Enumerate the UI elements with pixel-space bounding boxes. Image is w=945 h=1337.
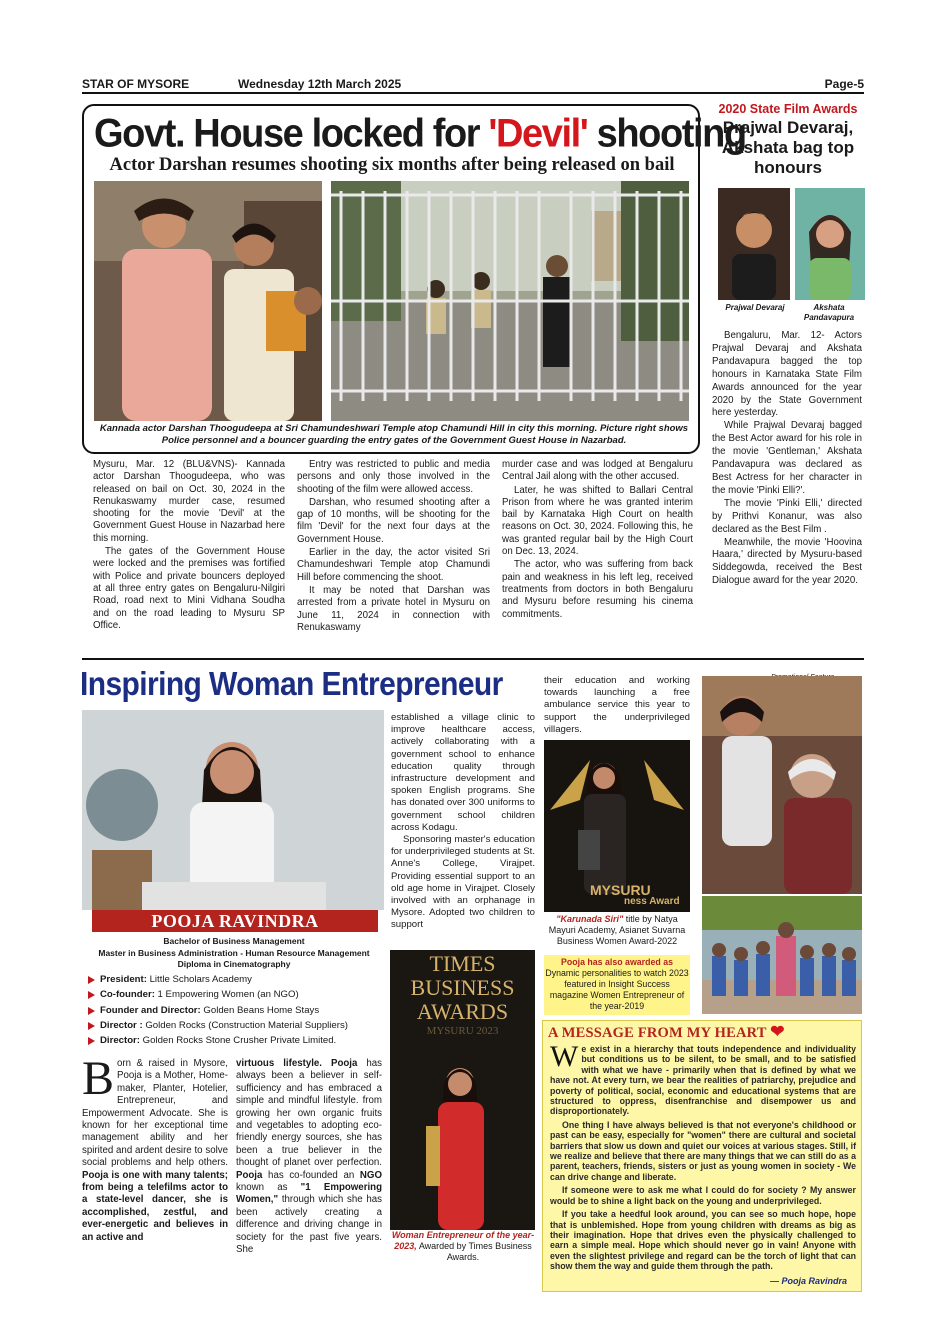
lead-col1-para: Mysuru, Mar. 12 (BLU&VNS)- Kannada actor Darshan Thoogudeepa, who was released on bail on Oct. 30, 2024 in the Renukaswamy murder case, resumed shooting for the movie 'Devil' at the Government Guest House in Nazarbad here this morning. — [93, 459, 285, 544]
lead-column-2 — [297, 459, 490, 635]
bio-column-1: Born & raised in Mysore, Pooja is a Mother, Home-maker, Planter, Hotelier, Entrepreneur, and Empowerment Advocate. She is known for her exceptional time management ability and her spirited and ardent desire to solve social problems and help others. Pooja is one with many talents; from being a telefilms actor to a state-level dancer, she is accomplished, zestful, and ever-energetic and believes in an active and — [82, 1052, 228, 1243]
sidebar-headline: Prajwal Devaraj, Akshata bag top honours — [721, 118, 855, 177]
lead-col2-para: It may be noted that Darshan was arrested from a private hotel in Mysuru on June 11, 2024 in connection with Renukaswamy — [297, 584, 490, 633]
lead-col3-para: The actor, who was suffering from back pain and weakness in his left leg, received treatments from doctors in both Bengaluru and Mysuru before resuming his cinema commitments. — [502, 559, 693, 620]
sidebar-para: The movie 'Pinki Elli,' directed by Prithvi Konanur, was also declared as the Best Film . — [712, 497, 862, 535]
lead-col3-para: murder case and was lodged at Bengaluru Central Jail along with the other accused. — [502, 459, 693, 483]
entrepreneur-name-banner: POOJA RAVINDRA — [92, 910, 378, 932]
akshata-pandavapura-photo — [795, 188, 865, 300]
school-children-photo — [702, 896, 862, 1014]
lead-column-1 — [93, 459, 285, 633]
role-item: President: Little Scholars Academy — [86, 972, 386, 987]
lead-col1-para: The gates of the Government House were locked and the premises was fortified with Police and private bouncers deployed at all three entry gates on Bengaluru-Nilgiri Road, road next to Mini Vidhana Soudha and on the road leading to Mysuru SP Office. — [93, 546, 285, 631]
sidebar-para: While Prajwal Devaraj bagged the Best Actor award for his role in the movie 'Gentleman,' Akshata Pandavapura was declared as Best Actress for her character in the movie 'Pinki Elli?'. — [712, 420, 862, 496]
message-para: e exist in a hierarchy that touts independence and individuality but conditions us to be silent, to be small, and to be satisfied with what we have - primarily when that is defined by what we have not. At every turn, we bear the realities of patriarchy, prejudice and poverty of political, social, economic and educational systems that are structured to oppress, disenfranchise and disempower us and disproportionately. — [550, 1044, 856, 1117]
akshata-caption: Akshata Pandavapura — [803, 303, 855, 322]
guest-house-gate-photo — [331, 181, 689, 421]
prajwal-devaraj-photo — [718, 188, 790, 300]
feature-middle-para: established a village clinic to improve healthcare access, actively collaborating with a government school to enhance education quality through infrastructure development and spoken English programs. She has donated over 300 uniforms to government school children across Kodagu. — [391, 712, 535, 833]
message-para: One thing I have always believed is that not everyone's childhood or past can be easy, especially for "women" there are cultural and societal barriers that slow us down and quiet our voices at various stages. Still, if we realize and believe that there are many things that we can still do as a parent, teachers, friends, sisters or just as young women in society - We can drive change and liberate. — [550, 1119, 856, 1182]
actor-temple-photo — [94, 181, 322, 421]
also-awarded-text: Dynamic personalities to watch 2023 featured in Insight Success magazine Women Entrepreneur of the year-2019 — [545, 968, 689, 1011]
sidebar-kicker: 2020 State Film Awards — [718, 102, 858, 116]
sidebar-para: Meanwhile, the movie 'Hoovina Haara,' directed by Mysuru-based Siddegowda, received the Best Dialogue award for the year 2020. — [712, 536, 862, 587]
feature-middle-column — [391, 712, 535, 932]
times-line: TIMES — [429, 951, 496, 976]
message-para: If someone were to ask me what I could do for society ? My answer would be to shine a light back on the young and underprivileged. — [550, 1185, 856, 1206]
issue-date: Wednesday 12th March 2025 — [238, 77, 402, 91]
elderly-woman-photo — [702, 676, 862, 894]
message-text — [550, 1040, 856, 1275]
masthead — [82, 76, 864, 94]
heart-icon: ❤ — [770, 1022, 785, 1041]
lead-photo-caption: Kannada actor Darshan Thoogudeepa at Sri Chamundeshwari Temple atop Chamundi Hill in city this morning. Picture right shows Police personnel and a bouncer guarding the entry gates of the Government Guest House in Nazarbad. — [99, 423, 689, 446]
times-line: BUSINESS — [410, 975, 515, 1000]
lead-headline: Govt. House locked for 'Devil' shooting — [94, 111, 746, 157]
prajwal-caption: Prajwal Devaraj — [725, 303, 785, 312]
qualification-line: Diploma in Cinematography — [177, 959, 291, 969]
times-award-caption: Woman Entrepreneur of the year-2023, Awarded by Times Business Awards. — [391, 1230, 535, 1262]
paper-name: STAR OF MYSORE — [82, 77, 190, 91]
also-awarded-box — [544, 955, 690, 1015]
role-item: Founder and Director: Golden Beans Home Stays — [86, 1003, 386, 1018]
also-awarded-lead: Pooja has also awarded as — [561, 957, 673, 967]
karunada-siri-caption: "Karunada Siri" title by Natya Mayuri Academy, Asianet Suvarna Business Women Award-2022 — [548, 914, 686, 946]
lead-subhead: Actor Darshan resumes shooting six months after being released on bail — [109, 155, 675, 175]
sidebar-text — [712, 330, 862, 588]
message-para: If you take a heedful look around, you can see so much hope, hope that is unblemished. Hope from young children with dreams as big as their imagination. Hope that drives even the physically challenged to earn a simple meal. Hope which should never go in vain! Anyone with even the slightest privilege and regard can be the torch of light that can show them the way and guide them through the path. — [550, 1209, 856, 1272]
feature-middle-para: Sponsoring master's education for underprivileged students at St. Anne's College, Virajpet. Providing essential support to an old age home in Virajpet. Closely involved with an orphanage in Mysore. Adopted two children to support — [391, 834, 535, 931]
role-item: Director : Golden Rocks (Construction Material Suppliers) — [86, 1018, 386, 1033]
times-line: AWARDS — [416, 999, 509, 1024]
lead-col2-para: Earlier in the day, the actor visited Sri Chamundeshwari Temple atop Chamundi Hill before commencing the shoot. — [297, 547, 490, 583]
qualification-line: Master in Business Administration - Human Resource Management — [98, 947, 370, 958]
times-line: MYSURU 2023 — [426, 1025, 499, 1037]
qualification-line: Bachelor of Business Management — [163, 936, 305, 946]
message-title: A MESSAGE FROM MY HEART ❤ — [548, 1022, 785, 1041]
lead-column-3 — [502, 459, 693, 622]
message-signature: — Pooja Ravindra — [770, 1276, 848, 1286]
section-divider — [82, 658, 864, 660]
lead-col2-para: Entry was restricted to public and media persons and only those involved in the shooting of the film were allowed access. — [297, 459, 490, 495]
bio-column-2: virtuous lifestyle. Pooja has always been a believer in self-sufficiency and has embraced a simple and mindful lifestyle. from growing her own organic fruits and vegetables to adopting eco-friendly energy sources, she has been a true believer in the thought of planet over perfection. Pooja has co-founded an NGO known as "1 Empowering Women," through which she has been actively creating a difference and driving change in society for the past five years. She — [236, 1058, 382, 1256]
award-backdrop-text: MYSURU — [590, 882, 651, 898]
lead-col3-para: Later, he was shifted to Ballari Central Prison from where he was granted interim bail by Karnataka High Court on health reasons on Oct. 30, 2024. Following this, he was granted regular bail by the High Court on Dec. 13, 2024. — [502, 484, 693, 558]
award-backdrop-text: ness Award — [624, 896, 680, 907]
feature-title: Inspiring Woman Entrepreneur — [80, 666, 503, 703]
sidebar-para: Bengaluru, Mar. 12- Actors Prajwal Devaraj and Akshata Pandavapura bagged the top honours in Karnataka State Film Awards announced for the year 2020 by the State Government here yesterday. — [712, 330, 862, 419]
message-dropcap: W — [550, 1040, 579, 1073]
role-item: Director: Golden Rocks Stone Crusher Private Limited. — [86, 1033, 386, 1048]
bio-dropcap: B — [82, 1052, 115, 1105]
pooja-portrait-photo — [82, 710, 384, 910]
role-item: Co-founder: 1 Empowering Women (an NGO) — [86, 987, 386, 1002]
times-business-awards-photo — [390, 950, 535, 1230]
roles-list — [86, 972, 386, 1048]
qualifications — [82, 936, 386, 971]
lead-col2-para: Darshan, who resumed shooting after a gap of 10 months, will be shooting for the film 'Devil' for the next four days at the Government House. — [297, 496, 490, 545]
karunada-siri-award-photo — [544, 740, 690, 912]
feature-right-text: their education and working towards launching a free ambulance service this year to support the underprivileged villagers. — [544, 675, 690, 735]
page-number: Page-5 — [824, 77, 864, 91]
